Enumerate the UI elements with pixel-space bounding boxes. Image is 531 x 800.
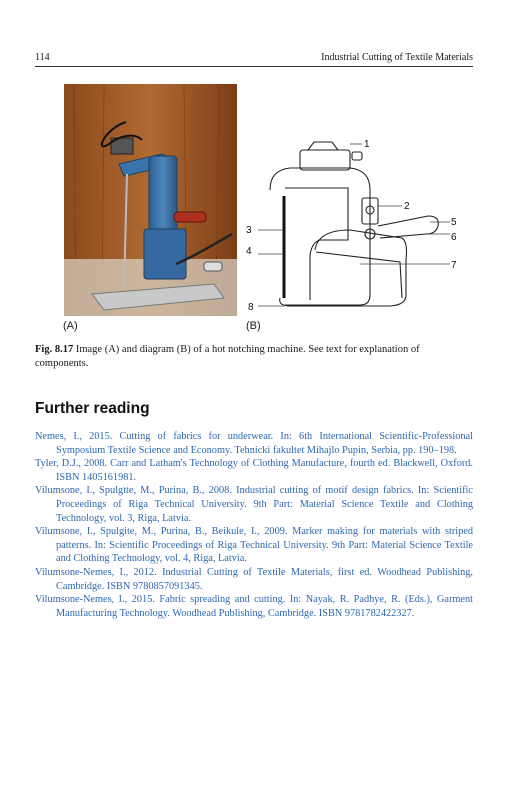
running-header (35, 52, 473, 66)
header-rule (35, 66, 473, 67)
callout-3: 3 (246, 225, 252, 236)
callout-8: 8 (248, 302, 254, 313)
base-outline (280, 230, 407, 306)
section-heading: Further reading (35, 400, 150, 417)
panel-a-label: (A) (63, 320, 78, 332)
caption-text: Image (A) and diagram (B) of a hot notching machine. See text for explanation of components. (35, 344, 420, 369)
callout-2: 2 (404, 201, 410, 212)
page-number: 114 (35, 52, 50, 63)
reference-item[interactable]: Tyler, D.J., 2008. Carr and Latham's Technology of Clothing Manufacture, fourth ed. Blackwell, Oxford. ISBN 1405161981. (35, 458, 473, 483)
callout-1: 1 (364, 139, 370, 150)
callout-7: 7 (451, 260, 457, 271)
callout-5: 5 (451, 217, 457, 228)
base-edge (316, 252, 402, 298)
panel-b-label: (B) (246, 320, 261, 332)
machine-photo (64, 84, 237, 316)
reference-item[interactable]: Nemes, I., 2015. Cutting of fabrics for underwear. In: 6th International Scientific-Professional Symposium Textile Science and Economy. Tehnicki fakultet Mihajlo Pupin, Serbia, pp. 190–198. (35, 431, 473, 456)
machine-diagram (230, 130, 470, 320)
reference-item[interactable]: Vilumsone, I., Spulgtte, M., Purina, B., 2008. Industrial cutting of motif design fabrics. In: Scientific Proceedings of Riga Technical University. 9th Part: Material Science Textile and Clothing Technology, vol. 3, Riga, Latvia. (35, 485, 473, 524)
red-handle (174, 212, 206, 222)
caption-label: Fig. 8.17 (35, 344, 74, 355)
figure-caption (35, 343, 473, 371)
reference-item[interactable]: Vilumsone, I., Spulgite, M., Purina, B., Beikule, I., 2009. Marker making for materials with striped patterns. In: Scientific Proceedings of Riga Technical University. 9th Part: Material Science Textile and Clothing Technology, vol. 4, Riga, Latvia. (35, 526, 473, 565)
reference-list (35, 430, 473, 620)
top-knob (352, 152, 362, 160)
reference-item[interactable]: Vilumsone-Nemes, I., 2015. Fabric spreading and cutting. In: Nayak, R. Padhye, R. (Eds.), Garment Manufacturing Technology. Woodhead Publishing, Cambridge. ISBN 9781782422327. (35, 594, 473, 619)
plug (204, 262, 222, 271)
reference-item[interactable]: Vilumsone-Nemes, I., 2012. Industrial Cutting of Textile Materials, first ed. Woodhead Publishing, Cambridge. ISBN 9780857091345. (35, 566, 473, 592)
lower-housing (144, 229, 186, 279)
handle-outline (378, 216, 438, 238)
callout-4: 4 (246, 246, 252, 257)
callout-6: 6 (451, 232, 457, 243)
running-title: Industrial Cutting of Textile Materials (321, 52, 473, 63)
top-cap (308, 142, 338, 150)
top-unit (300, 150, 350, 170)
